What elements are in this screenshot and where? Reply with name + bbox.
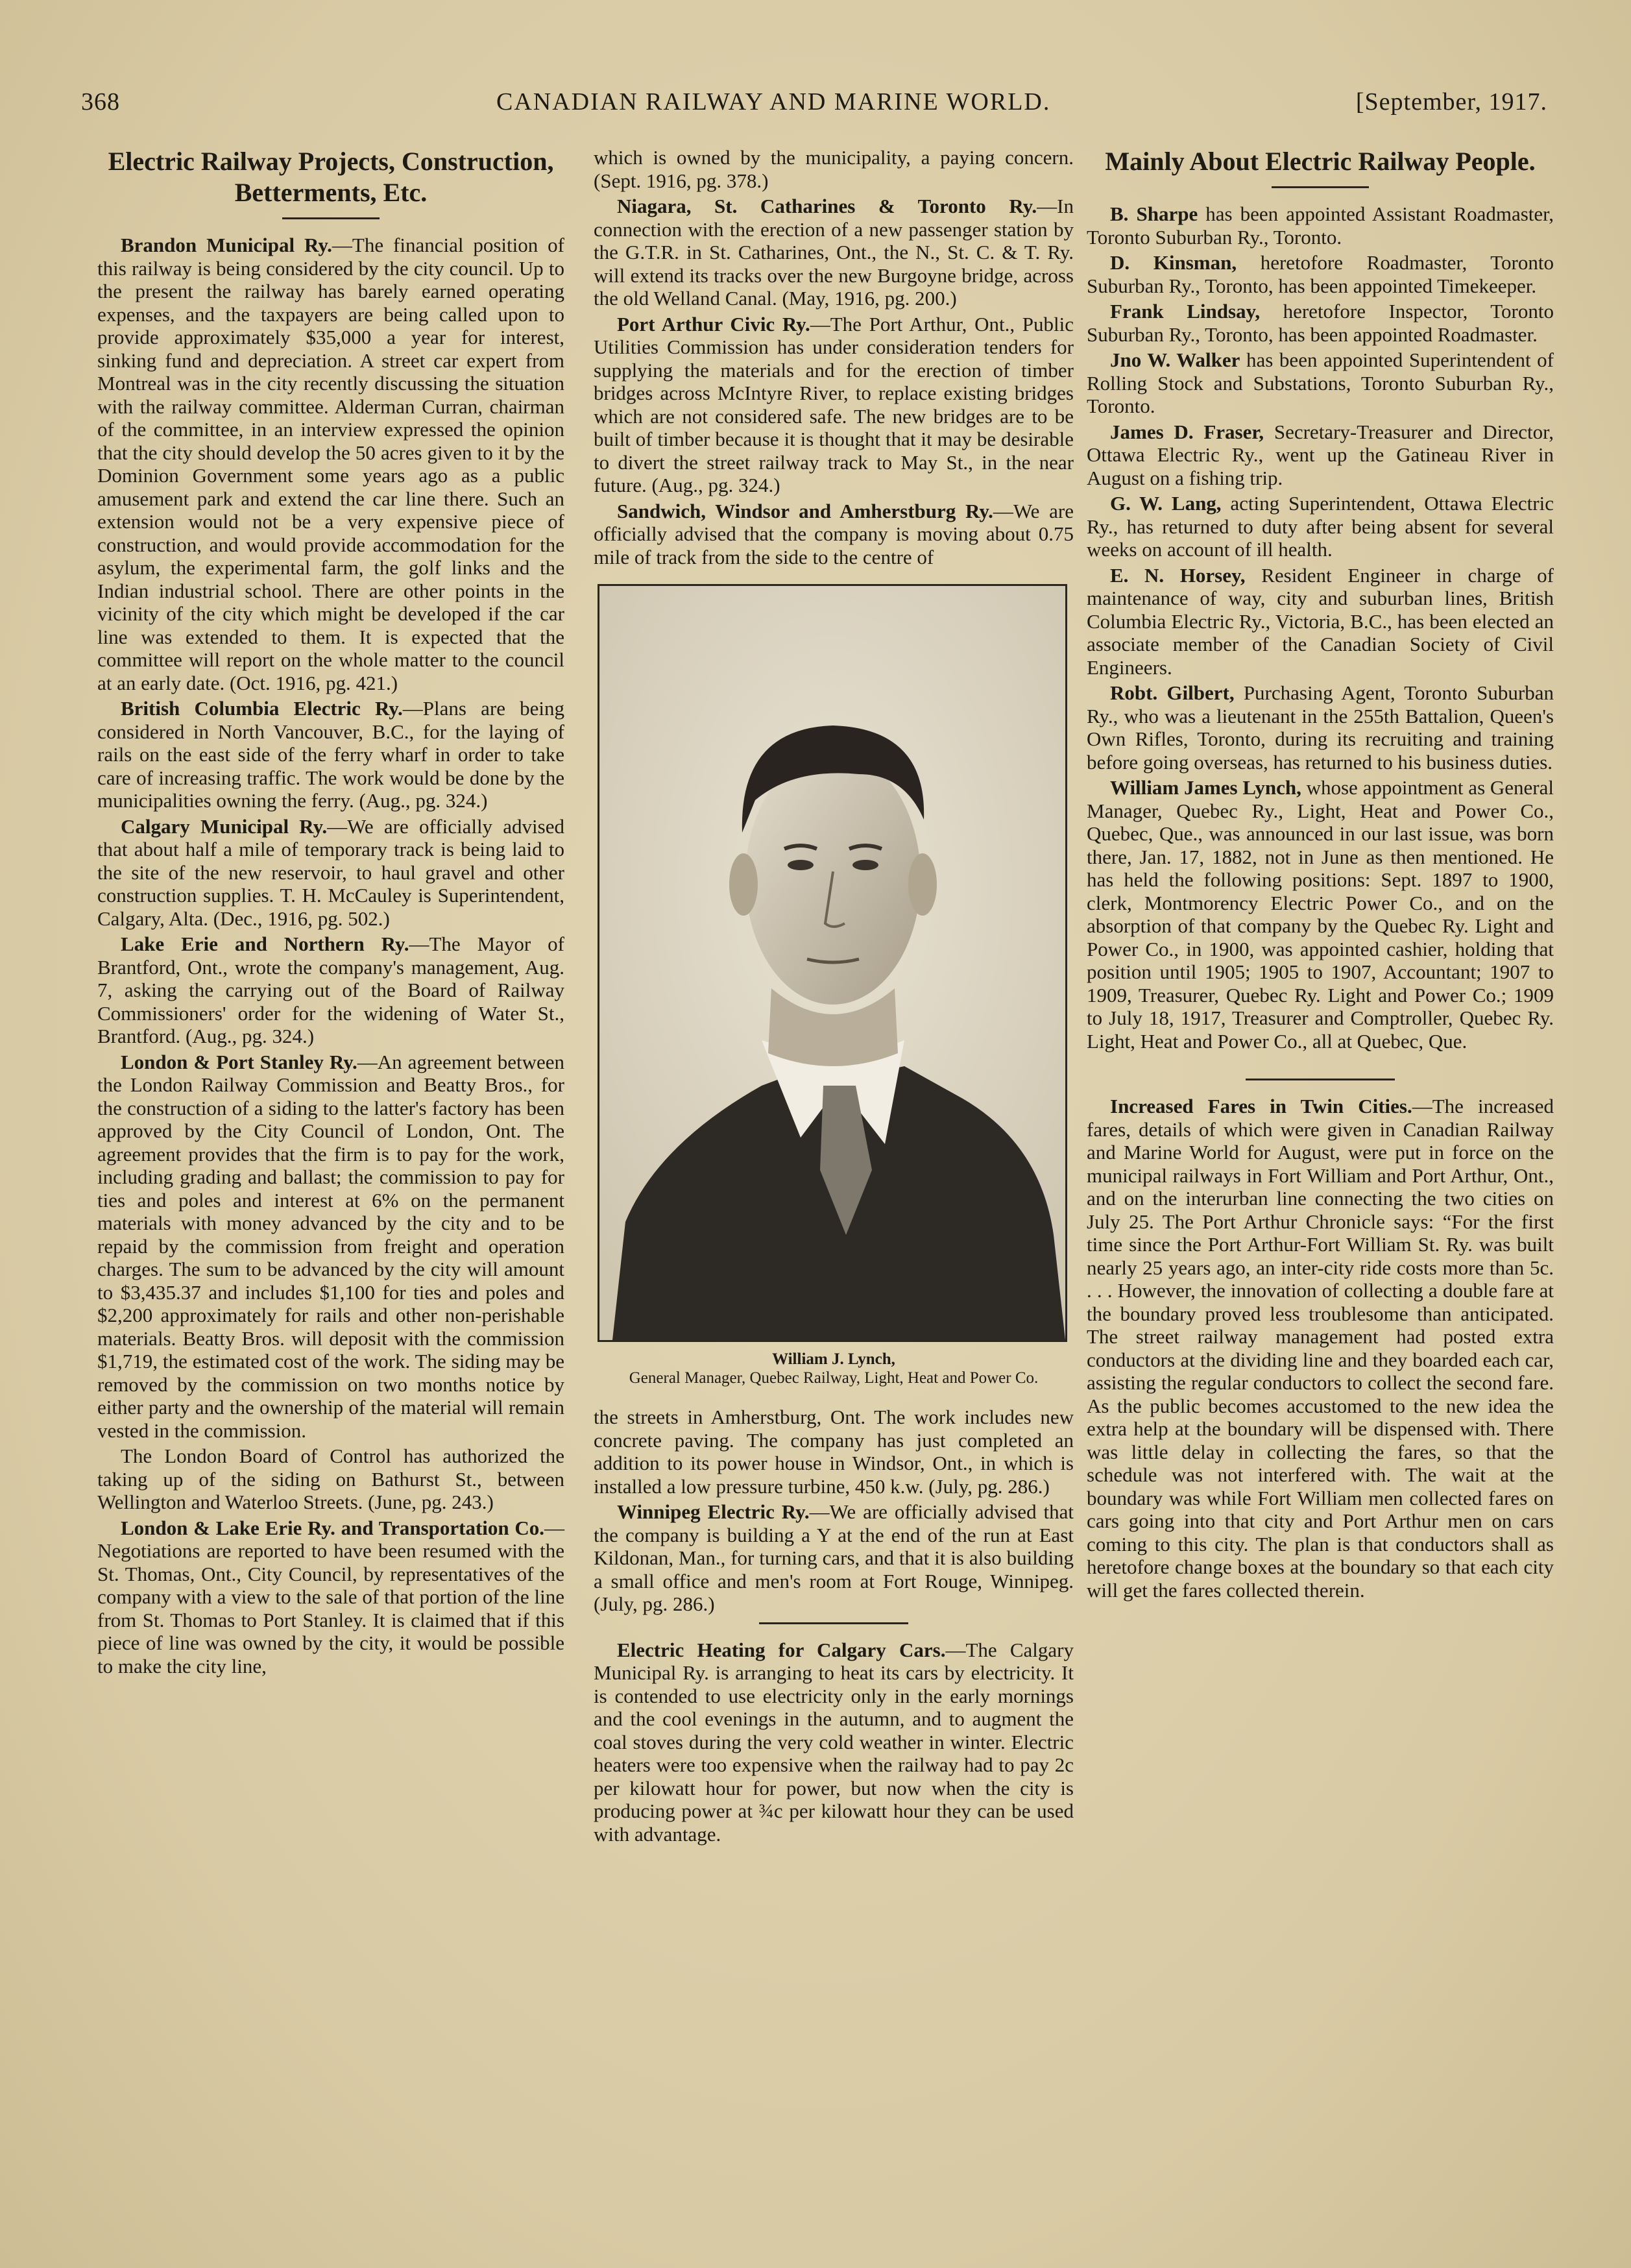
person-item [1087,776,1554,1053]
project-item [97,933,564,1048]
page-number: 368 [81,88,120,116]
people-list [1087,202,1554,1053]
caption-name: William J. Lynch, [772,1350,895,1368]
item-text: —We are officially advised that the company is moving about 0.75 mile of track from the side to the centre of [594,499,1074,568]
portrait-photo [598,584,1067,1342]
item-lead: Calgary Municipal Ry. [121,814,328,838]
project-item [594,195,1074,310]
issue-date: [September, 1917. [1355,88,1547,116]
item-text: the streets in Amherstburg, Ont. The work includes new concrete paving. The company has just completed an addition to its power house in Windsor, Ont., in which is installed a low pressure turbine, 450 k.w. (July, pg. 286.) [594,1406,1074,1498]
project-item [594,500,1074,569]
item-lead: James D. Fraser, [1110,420,1264,443]
project-item [594,1500,1074,1616]
item-text: —Negotiations are reported to have been resumed with the St. Thomas, Ont., City Council, by representatives of the company with a view to the sale of that portion of the line from St. Thomas to Port Stanley. It is claimed that if this piece of line was owned by the city, it would be possible to make the city line, [97,1516,564,1677]
item-text: Secretary-Treasurer and Director, Ottawa Electric Ry., went up the Gatineau River in August on a fishing trip. [1087,420,1554,489]
item-lead: William James Lynch, [1110,776,1301,799]
item-text: has been appointed Superintendent of Rolling Stock and Substations, Toronto Suburban Ry., Toronto. [1087,348,1554,417]
fares-lead: Increased Fares in Twin Cities. [1110,1095,1412,1117]
item-text: —In connection with the erection of a new passenger station by the G.T.R. in St. Catharines, Ont., the N., St. C. & T. Ry. will extend its tracks over the new Burgoyne bridge, across the old Welland Canal. (May, 1916, pg. 200.) [594,195,1074,310]
project-item [594,146,1074,192]
project-item [97,234,564,694]
projects-list [97,234,564,1677]
item-lead: Niagara, St. Catharines & Toronto Ry. [617,195,1037,217]
person-item [1087,251,1554,297]
item-lead: G. W. Lang, [1110,492,1222,515]
column-left [97,146,564,1680]
item-lead: Brandon Municipal Ry. [121,234,332,256]
item-lead: E. N. Horsey, [1110,563,1246,587]
project-item [97,1517,564,1678]
item-lead: London & Lake Erie Ry. and Transportation Co. [121,1516,544,1539]
item-text: Resident Engineer in charge of maintenance of way, city and suburban lines, British Columbia Electric Ry., Victoria, B.C., has been elected an associate member of the Canadian Society of Civil Engineers. [1087,563,1554,679]
item-lead: Port Arthur Civic Ry. [617,312,810,335]
heading-rule [1272,186,1369,188]
item-text: —The Mayor of Brantford, Ont., wrote the company's management, Aug. 7, asking the carrying out of the Board of Railway Commissioners' order for the widening of Water St., Brantford. (Aug., pg. 324.) [97,933,564,1047]
section-heading-people: Mainly About Electric Railway People. [1105,147,1536,176]
item-lead: D. Kinsman, [1110,251,1237,274]
item-text: The London Board of Control has authorized the taking up of the siding on Bathurst St., between Wellington and Waterloo Streets. (June, pg. 243.) [97,1445,564,1513]
item-text: which is owned by the municipality, a paying concern. (Sept. 1916, pg. 378.) [594,146,1074,192]
caption-title: General Manager, Quebec Railway, Light, Heat and Power Co. [629,1369,1039,1387]
person-item [1087,202,1554,249]
item-lead: B. Sharpe [1110,202,1198,225]
project-item [97,1445,564,1514]
project-item [594,1406,1074,1498]
project-item [97,697,564,812]
fares-text: —The increased fares, details of which were given in Canadian Railway and Marine World for August, were put in force on the municipal railways in Fort William and Port Arthur, Ont., and on the interurban line connecting the two cities on July 25. The Port Arthur Chronicle says: “For the first time since the Port Arthur-Fort William St. Ry. was built nearly 25 years ago, an inter-city ride costs more than 5c. . . . However, the innovation of collecting a double fare at the boundary proved less troublesome than anticipated. The street railway management had posted extra conductors at the dividing line and they boarded each car, assisting the regular conductors to collect the second fare. As the public becomes accustomed to the new idea the extra help at the boundary will be dispensed with. There was little delay in collecting the fares, so that the schedule was not interfered with. The wait at the boundary was while Fort William men collected fares on cars going into that city and Port Arthur men on cars coming to this city. The plan is that conductors shall as heretofore change boxes at the boundary so that each city will get the fares collected therein. [1087,1095,1554,1602]
column-right [1087,146,1554,1604]
item-text: —Plans are being considered in North Vancouver, B.C., for the laying of rails on the east side of the ferry wharf in order to take care of increasing traffic. The work would be done by the municipalities owning the ferry. (Aug., pg. 324.) [97,697,565,812]
item-lead: Sandwich, Windsor and Amherstburg Ry. [617,499,993,522]
item-lead: London & Port Stanley Ry. [121,1050,357,1073]
item-lead: Frank Lindsay, [1110,300,1261,323]
item-lead: Winnipeg Electric Ry. [617,1500,810,1523]
person-item [1087,421,1554,490]
item-text: —The Port Arthur, Ont., Public Utilities Commission has under consideration tenders for supplying the materials and for the erection of timber bridges across McIntyre River, to replace existing bridges which are not considered safe. The new bridges are to be built of timber because it is thought that it may be desirable to divert the street railway track to May St., in the near future. (Aug., pg. 324.) [594,312,1074,496]
item-text: heretofore Roadmaster, Toronto Suburban Ry., Toronto, has been appointed Timekeeper. [1087,251,1554,297]
photo-caption [594,1350,1074,1387]
item-lead: Lake Erie and Northern Ry. [121,933,409,955]
running-header [81,88,1547,127]
heating-text: —The Calgary Municipal Ry. is arranging to heat its cars by electricity. It is contended to use electricity only in the early mornings and the cool evenings in the autumn, and to augment the coal stoves during the very cold weather in winter. Electric heaters were too expensive when the railway had to pay 2c per kilowatt hour for power, but now when the city is producing power at ¾c per kilowatt hour they can be used with advantage. [594,1638,1074,1846]
section-rule [759,1622,908,1624]
section-rule [1246,1079,1395,1080]
project-item [97,1051,564,1443]
item-text: heretofore Inspector, Toronto Suburban Ry., Toronto, has been appointed Roadmaster. [1087,300,1554,346]
heading-rule [282,217,380,219]
person-item [1087,564,1554,679]
person-item [1087,348,1554,418]
projects-continued-list [594,146,1074,568]
portrait-image [599,586,1065,1340]
column-middle [594,146,1074,1848]
project-item [97,815,564,931]
section-heading-projects: Electric Railway Projects, Construction, Betterments, Etc. [108,147,554,207]
person-item [1087,300,1554,346]
item-text: Purchasing Agent, Toronto Suburban Ry., who was a lieutenant in the 255th Battalion, Queen's Own Rifles, Toronto, during its recruiting and training before going overseas, has returned to his business duties. [1087,681,1554,774]
item-text: —We are officially advised that about half a mile of temporary track is being laid to the site of the new reservoir, to haul gravel and other construction supplies. T. H. McCauley is Superintendent, Calgary, Alta. (Dec., 1916, pg. 502.) [97,814,564,930]
item-lead: Jno W. Walker [1110,348,1240,371]
item-text: —We are officially advised that the company is building a Y at the end of the run at East Kildonan, Man., for turning cars, and that it is also building a small office and men's room at Fort Rouge, Winnipeg. (July, pg. 286.) [594,1500,1074,1615]
item-text: —An agreement between the London Railway Commission and Beatty Bros., for the construction of a siding to the latter's factory has been approved by the City Council of London, Ont. The agreement provides that the firm is to pay for the work, including grading and ballast; the commission to pay for ties and poles and interest at 6% on the permanent materials with money advanced by the city and to be repaid by the commission from freight and operation charges. The sum to be advanced by the city will amount to $3,435.37 and includes $1,100 for ties and poles and $2,200 approximately for rails and other non-perishable materials. Beatty Bros. will deposit with the commission $1,719, the estimated cost of the work. The siding may be removed by the commission on two months notice by either party and the ownership of the material will remain vested in the commission. [97,1050,564,1442]
projects-tail-list [594,1406,1074,1616]
item-text: acting Superintendent, Ottawa Electric Ry., has returned to duty after being absent for several weeks on account of ill health. [1087,492,1554,561]
heating-lead: Electric Heating for Calgary Cars. [617,1638,946,1661]
project-item [594,313,1074,497]
item-text: whose appointment as General Manager, Quebec Ry., Light, Heat and Power Co., Quebec, Que., was announced in our last issue, was born there, Jan. 17, 1882, not in June as then mentioned. He has held the following positions: Sept. 1897 to 1900, clerk, Montmorency Electric Power Co., and on the absorption of that company by the Quebec Ry. Light and Power Co., in 1900, was appointed cashier, holding that position until 1905; 1905 to 1907, Accountant; 1907 to 1909, Treasurer, Quebec Ry. Light and Power Co.; 1909 to July 18, 1917, Treasurer and Comptroller, Quebec Ry. Light, Heat and Power Co., all at Quebec, Que. [1087,776,1554,1053]
heating-article [594,1639,1074,1846]
person-item [1087,681,1554,774]
item-lead: Robt. Gilbert, [1110,681,1235,704]
item-text: has been appointed Assistant Roadmaster, Toronto Suburban Ry., Toronto. [1087,202,1554,249]
publication-title: CANADIAN RAILWAY AND MARINE WORLD. [496,88,1051,116]
person-item [1087,492,1554,561]
item-text: —The financial position of this railway is being considered by the city council. Up to the present the railway has barely earned operating expenses, and the taxpayers are being called upon to provide approximately $35,000 a year for interest, sinking fund and depreciation. A street car expert from Montreal was in the city recently discussing the situation with the railway committee. Alderman Curran, chairman of the committee, in an interview expressed the opinion that the city should develop the 50 acres given to it by the Dominion Government some years ago as a public amusement park and extend the car line there. Such an extension would not be a very expensive piece of construction, and would provide accommodation for the asylum, the experimental farm, the golf links and the Indian industrial school. There are other points in the vicinity of the city which might be developed if the car line was extended to them. It is expected that the committee will report on the whole matter to the council at an early date. (Oct. 1916, pg. 421.) [97,234,564,694]
item-lead: British Columbia Electric Ry. [121,697,403,720]
fares-article [1087,1095,1554,1602]
